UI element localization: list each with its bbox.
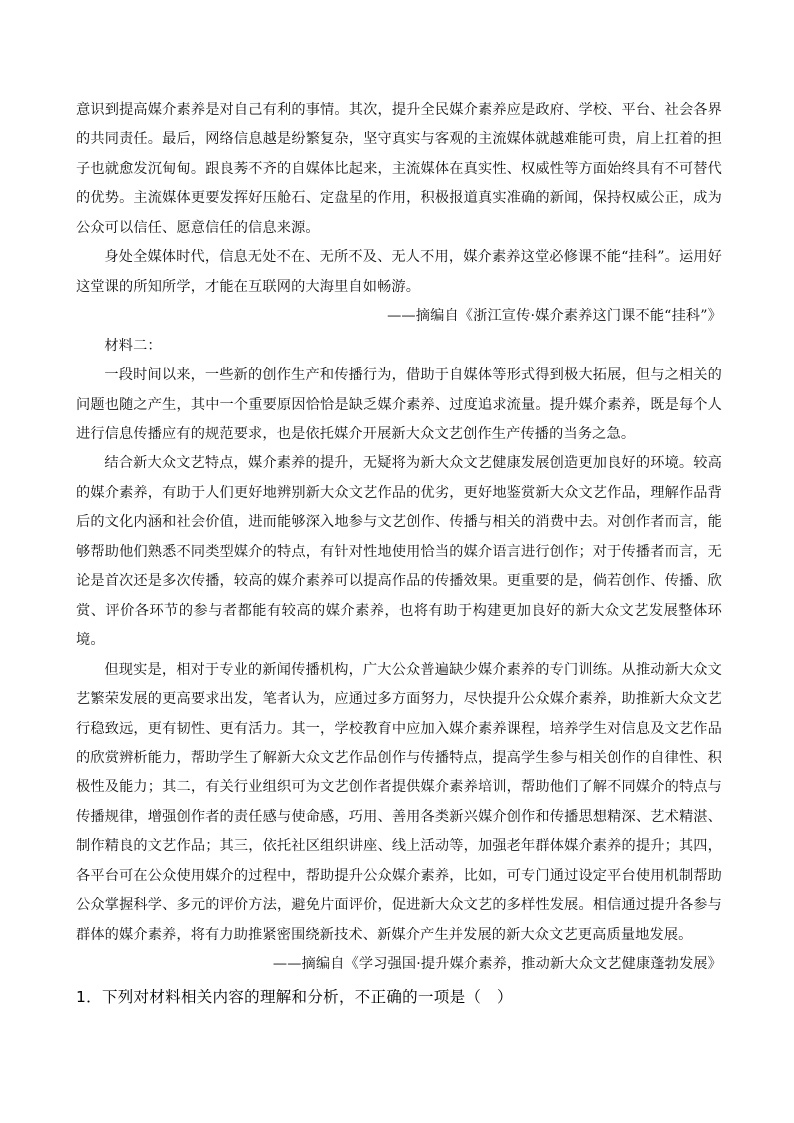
material2-paragraph-1: 一段时间以来，一些新的创作生产和传播行为，借助于自媒体等形式得到极大拓展，但与之相关的问题也随之产生，其中一个重要原因恰恰是缺乏媒介素养、过度追求流量。提升媒介素养，既是每个人进行信息传播应有的规范要求，也是依托媒介开展新大众文艺创作生产传播的当务之急。 [76, 367, 722, 442]
material2-label: 材料二： [104, 337, 162, 354]
document-body [76, 96, 722, 1012]
material1-source: ——摘编自《浙江宣传·媒介素养这门课不能“挂科”》 [387, 308, 722, 325]
question-1-stem: 1．下列对材料相关内容的理解和分析，不正确的一项是（ ） [76, 987, 513, 1006]
material1-conclusion-paragraph: 身处全媒体时代，信息无处不在、无所不及、无人不用，媒介素养这堂必修课不能“挂科”。运用好这堂课的所知所学，才能在互联网的大海里自如畅游。 [76, 249, 722, 295]
material2-paragraph-3: 但现实是，相对于专业的新闻传播机构，广大公众普遍缺少媒介素养的专门训练。从推动新大众文艺繁荣发展的更高要求出发，笔者认为，应通过多方面努力，尽快提升公众媒介素养，助推新大众文艺行稳致远，更有韧性、更有活力。其一，学校教育中应加入媒介素养课程，培养学生对信息及文艺作品的欣赏辨析能力，帮助学生了解新大众文艺作品创作与传播特点，提高学生参与相关创作的自律性、积极性及能力；其二，有关行业组织可为文艺创作者提供媒介素养培训，帮助他们了解不同媒介的特点与传播规律，增强创作者的责任感与使命感，巧用、善用各类新兴媒介创作和传播思想精深、艺术精湛、制作精良的文艺作品；其三，依托社区组织讲座、线上活动等，加强老年群体媒介素养的提升；其四，各平台可在公众使用媒介的过程中，帮助提升公众媒介素养，比如，可专门通过设定平台使用机制帮助公众掌握科学、多元的评价方法，避免片面评价，促进新大众文艺的多样性发展。相信通过提升各参与群体的媒介素养，将有力助推紧密围绕新技术、新媒介产生并发展的新大众文艺更高质量地发展。 [76, 661, 722, 943]
material2-paragraph-2: 结合新大众文艺特点，媒介素养的提升，无疑将为新大众文艺健康发展创造更加良好的环境。较高的媒介素养，有助于人们更好地辨别新大众文艺作品的优劣，更好地鉴赏新大众文艺作品，理解作品背后的文化内涵和社会价值，进而能够深入地参与文艺创作、传播与相关的消费中去。对创作者而言，能够帮助他们熟悉不同类型媒介的特点，有针对性地使用恰当的媒介语言进行创作；对于传播者而言，无论是首次还是多次传播，较高的媒介素养可以提高作品的传播效果。更重要的是，倘若创作、传播、欣赏、评价各环节的参与者都能有较高的媒介素养，也将有助于构建更加良好的新大众文艺发展整体环境。 [76, 455, 722, 649]
material2-source: ——摘编自《学习强国·提升媒介素养，推动新大众文艺健康蓬勃发展》 [272, 956, 722, 973]
material1-continued-paragraph: 意识到提高媒介素养是对自己有利的事情。其次，提升全民媒介素养应是政府、学校、平台、社会各界的共同责任。最后，网络信息越是纷繁复杂，坚守真实与客观的主流媒体就越难能可贵，肩上扛着的担子也就愈发沉甸甸。跟良莠不齐的自媒体比起来，主流媒体在真实性、权威性等方面始终具有不可替代的优势。主流媒体更要发挥好压舱石、定盘星的作用，积极报道真实准确的新闻，保持权威公正，成为公众可以信任、愿意信任的信息来源。 [76, 102, 722, 236]
